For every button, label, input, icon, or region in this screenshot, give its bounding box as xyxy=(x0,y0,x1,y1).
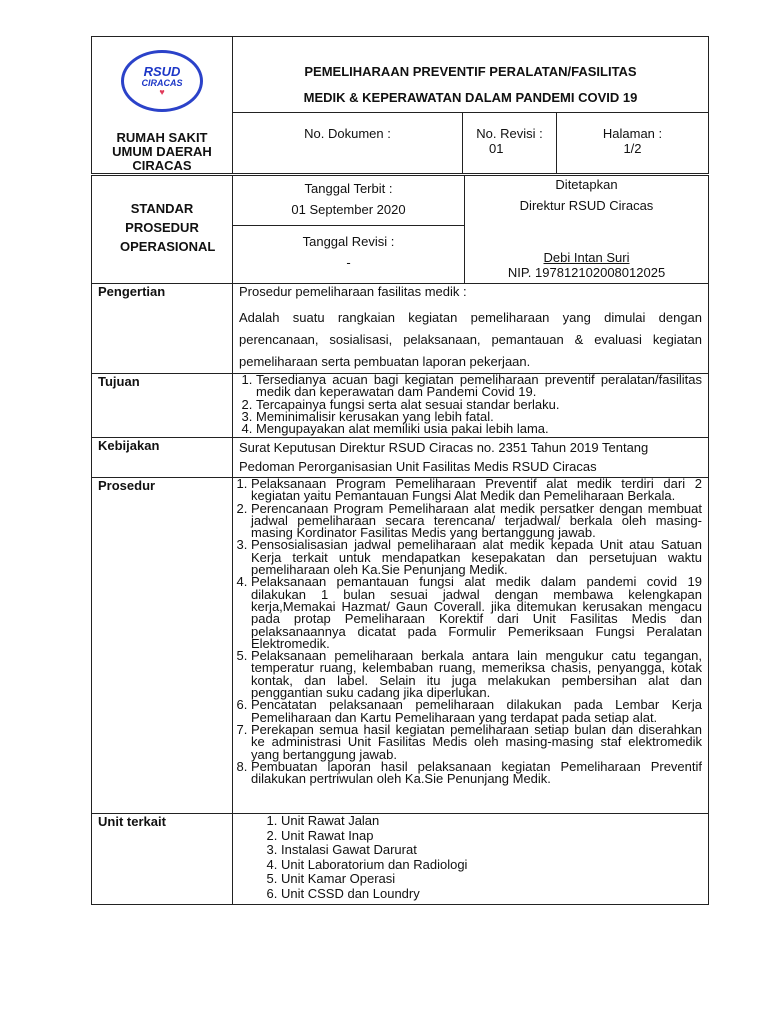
list-item: 4. Pelaksanaan pemantauan fungsi alat medik dalam pandemi covid 19 dilakukan 1 bulan sesuai jadwal dengan membawa kelengkapan kerja,Memakai Hazmat/ Gaun Coverall. jika ditemukan kerusakan mengacu pada protap Pemeliharaan Korektif dari Unit Fasilitas Medis dan pelaksanaannya dicatat pada Formulir Pemeriksaan Fungsi Peralatan Elektromedik. xyxy=(251,576,702,650)
document-title-cell xyxy=(233,37,709,113)
list-item: 1. Unit Rawat Jalan xyxy=(281,814,708,829)
list-item: 2. Tercapainya fungsi serta alat sesuai standar berlaku. xyxy=(256,399,702,411)
hospital-cell xyxy=(92,37,233,174)
unit-terkait-list xyxy=(233,814,708,902)
sop-label: STANDAR PROSEDUR OPERASIONAL xyxy=(120,201,216,254)
list-item: 3. Instalasi Gawat Darurat xyxy=(281,843,708,858)
list-item: 5. Unit Kamar Operasi xyxy=(281,872,708,887)
hospital-name: RUMAH SAKIT UMUM DAERAH CIRACAS xyxy=(112,130,212,173)
hospital-logo xyxy=(121,50,203,112)
tujuan-content xyxy=(233,374,709,438)
revision-date-value: - xyxy=(346,255,351,270)
logo-text-1: RSUD xyxy=(143,64,181,79)
doc-number-cell xyxy=(233,113,463,174)
revision-date-cell xyxy=(233,226,465,284)
approval-cell xyxy=(465,176,709,284)
document-title-line-1: PEMELIHARAAN PREVENTIF PERALATAN/FASILITAS xyxy=(304,64,637,79)
page-cell xyxy=(557,113,709,174)
logo-text-2: CIRACAS xyxy=(141,78,183,88)
list-item: 4. Unit Laboratorium dan Radiologi xyxy=(281,858,708,873)
revision-label: No. Revisi : xyxy=(476,126,543,142)
approval-role: Direktur RSUD Ciracas xyxy=(519,198,654,213)
sop-label-cell xyxy=(92,176,233,284)
list-item: 4. Mengupayakan alat memiliki usia pakai lebih lama. xyxy=(256,423,702,435)
signer-name: Debi Intan Suri xyxy=(543,250,630,265)
list-item: 8. Pembuatan laporan hasil pelaksanaan kegiatan Pemeliharaan Preventif dilakukan pertriwulan oleh Ka.Sie Penunjang Medik. xyxy=(251,761,702,786)
list-item: 2. Perencanaan Program Pemeliharaan alat medik persatker dengan membuat jadwal pemeliharaan secara terencana/ terjadwal/ berkala oleh masing-masing Kordinator Fasilitas Medis yang bertanggung jawab. xyxy=(251,503,702,540)
list-item: 3. Meminimalisir kerusakan yang lebih fatal. xyxy=(256,411,702,423)
list-item: 5. Pelaksanaan pemeliharaan berkala antara lain mengukur catu tegangan, temperatur ruang, kelembaban ruang, memeriksa chasis, penyangga, kotak kontak, dan label. Selain itu juga melakukan pembersihan alat dan penggantian suku cadang jika diperlukan. xyxy=(251,650,702,699)
pengertian-paragraph: Adalah suatu rangkaian kegiatan pemeliharaan yang dimulai dengan perencanaan, sosialisasi, pelaksanaan, pemantauan & evaluasi kegiatan pemeliharaan serta pembuatan laporan pekerjaan. xyxy=(239,310,702,369)
revision-value: 01 xyxy=(489,141,504,157)
prosedur-content xyxy=(233,478,709,814)
list-item: 2. Unit Rawat Inap xyxy=(281,829,708,844)
revision-cell xyxy=(463,113,557,174)
tujuan-label: Tujuan xyxy=(92,374,233,438)
sop-table xyxy=(91,175,709,905)
list-item: 3. Pensosialisasian jadwal pemeliharaan alat medik kepada Unit atau Satuan Kerja terkait untuk mendapatkan kesepakatan dan persetujuan waktu pemeliharaan oleh Ka.Sie Penunjang Medik. xyxy=(251,539,702,576)
list-item: 6. Unit CSSD dan Loundry xyxy=(281,887,708,902)
tujuan-list xyxy=(233,374,708,435)
issue-date-value: 01 September 2020 xyxy=(291,202,406,217)
list-item: 1. Tersedianya acuan bagi kegiatan pemeliharaan preventif peralatan/fasilitas medik dan keperawatan dam Pandemi Covid 19. xyxy=(256,374,702,399)
pengertian-content xyxy=(233,284,709,374)
revision-date-label: Tanggal Revisi : xyxy=(302,234,395,249)
page-value: 1/2 xyxy=(623,141,642,157)
heart-icon: ♥ xyxy=(159,87,165,97)
page-label: Halaman : xyxy=(602,126,663,142)
prosedur-label: Prosedur xyxy=(92,478,233,814)
list-item: 6. Pencatatan pelaksanaan pemeliharaan dilakukan pada Lembar Kerja Pemeliharaan dan Kartu Pemeliharaan yang terdapat pada setiap alat. xyxy=(251,699,702,724)
kebijakan-content xyxy=(233,438,709,478)
document-title-line-2: MEDIK & KEPERAWATAN DALAM PANDEMI COVID 19 xyxy=(303,90,638,105)
unit-terkait-content xyxy=(233,814,709,905)
issue-date-label: Tanggal Terbit : xyxy=(304,181,393,196)
list-item: 1. Pelaksanaan Program Pemeliharaan Preventif alat medik terdiri dari 2 kegiatan yaitu Pemantauan Fungsi Alat Medik dan Pemeliharaan Berkala. xyxy=(251,478,702,503)
issue-date-cell xyxy=(233,176,465,226)
doc-number-label: No. Dokumen : xyxy=(304,126,391,142)
unit-terkait-label: Unit terkait xyxy=(92,814,233,905)
signer-nip: NIP. 197812102008012025 xyxy=(507,265,666,280)
kebijakan-label: Kebijakan xyxy=(92,438,233,478)
list-item: 7. Perekapan semua hasil kegiatan pemeliharaan setiap bulan dan diserahkan ke administrasi Unit Fasilitas Medis oleh masing-masing staf elektromedik yang bertanggung jawab. xyxy=(251,724,702,761)
prosedur-list xyxy=(233,478,708,785)
kebijakan-text: Surat Keputusan Direktur RSUD Ciracas no. 2351 Tahun 2019 Tentang Pedoman Perorganisasian Unit Fasilitas Medis RSUD Ciracas xyxy=(239,440,649,474)
header-table xyxy=(91,36,709,174)
pengertian-intro: Prosedur pemeliharaan fasilitas medik : xyxy=(239,284,467,299)
approval-label: Ditetapkan xyxy=(555,177,618,192)
pengertian-label: Pengertian xyxy=(92,284,233,374)
